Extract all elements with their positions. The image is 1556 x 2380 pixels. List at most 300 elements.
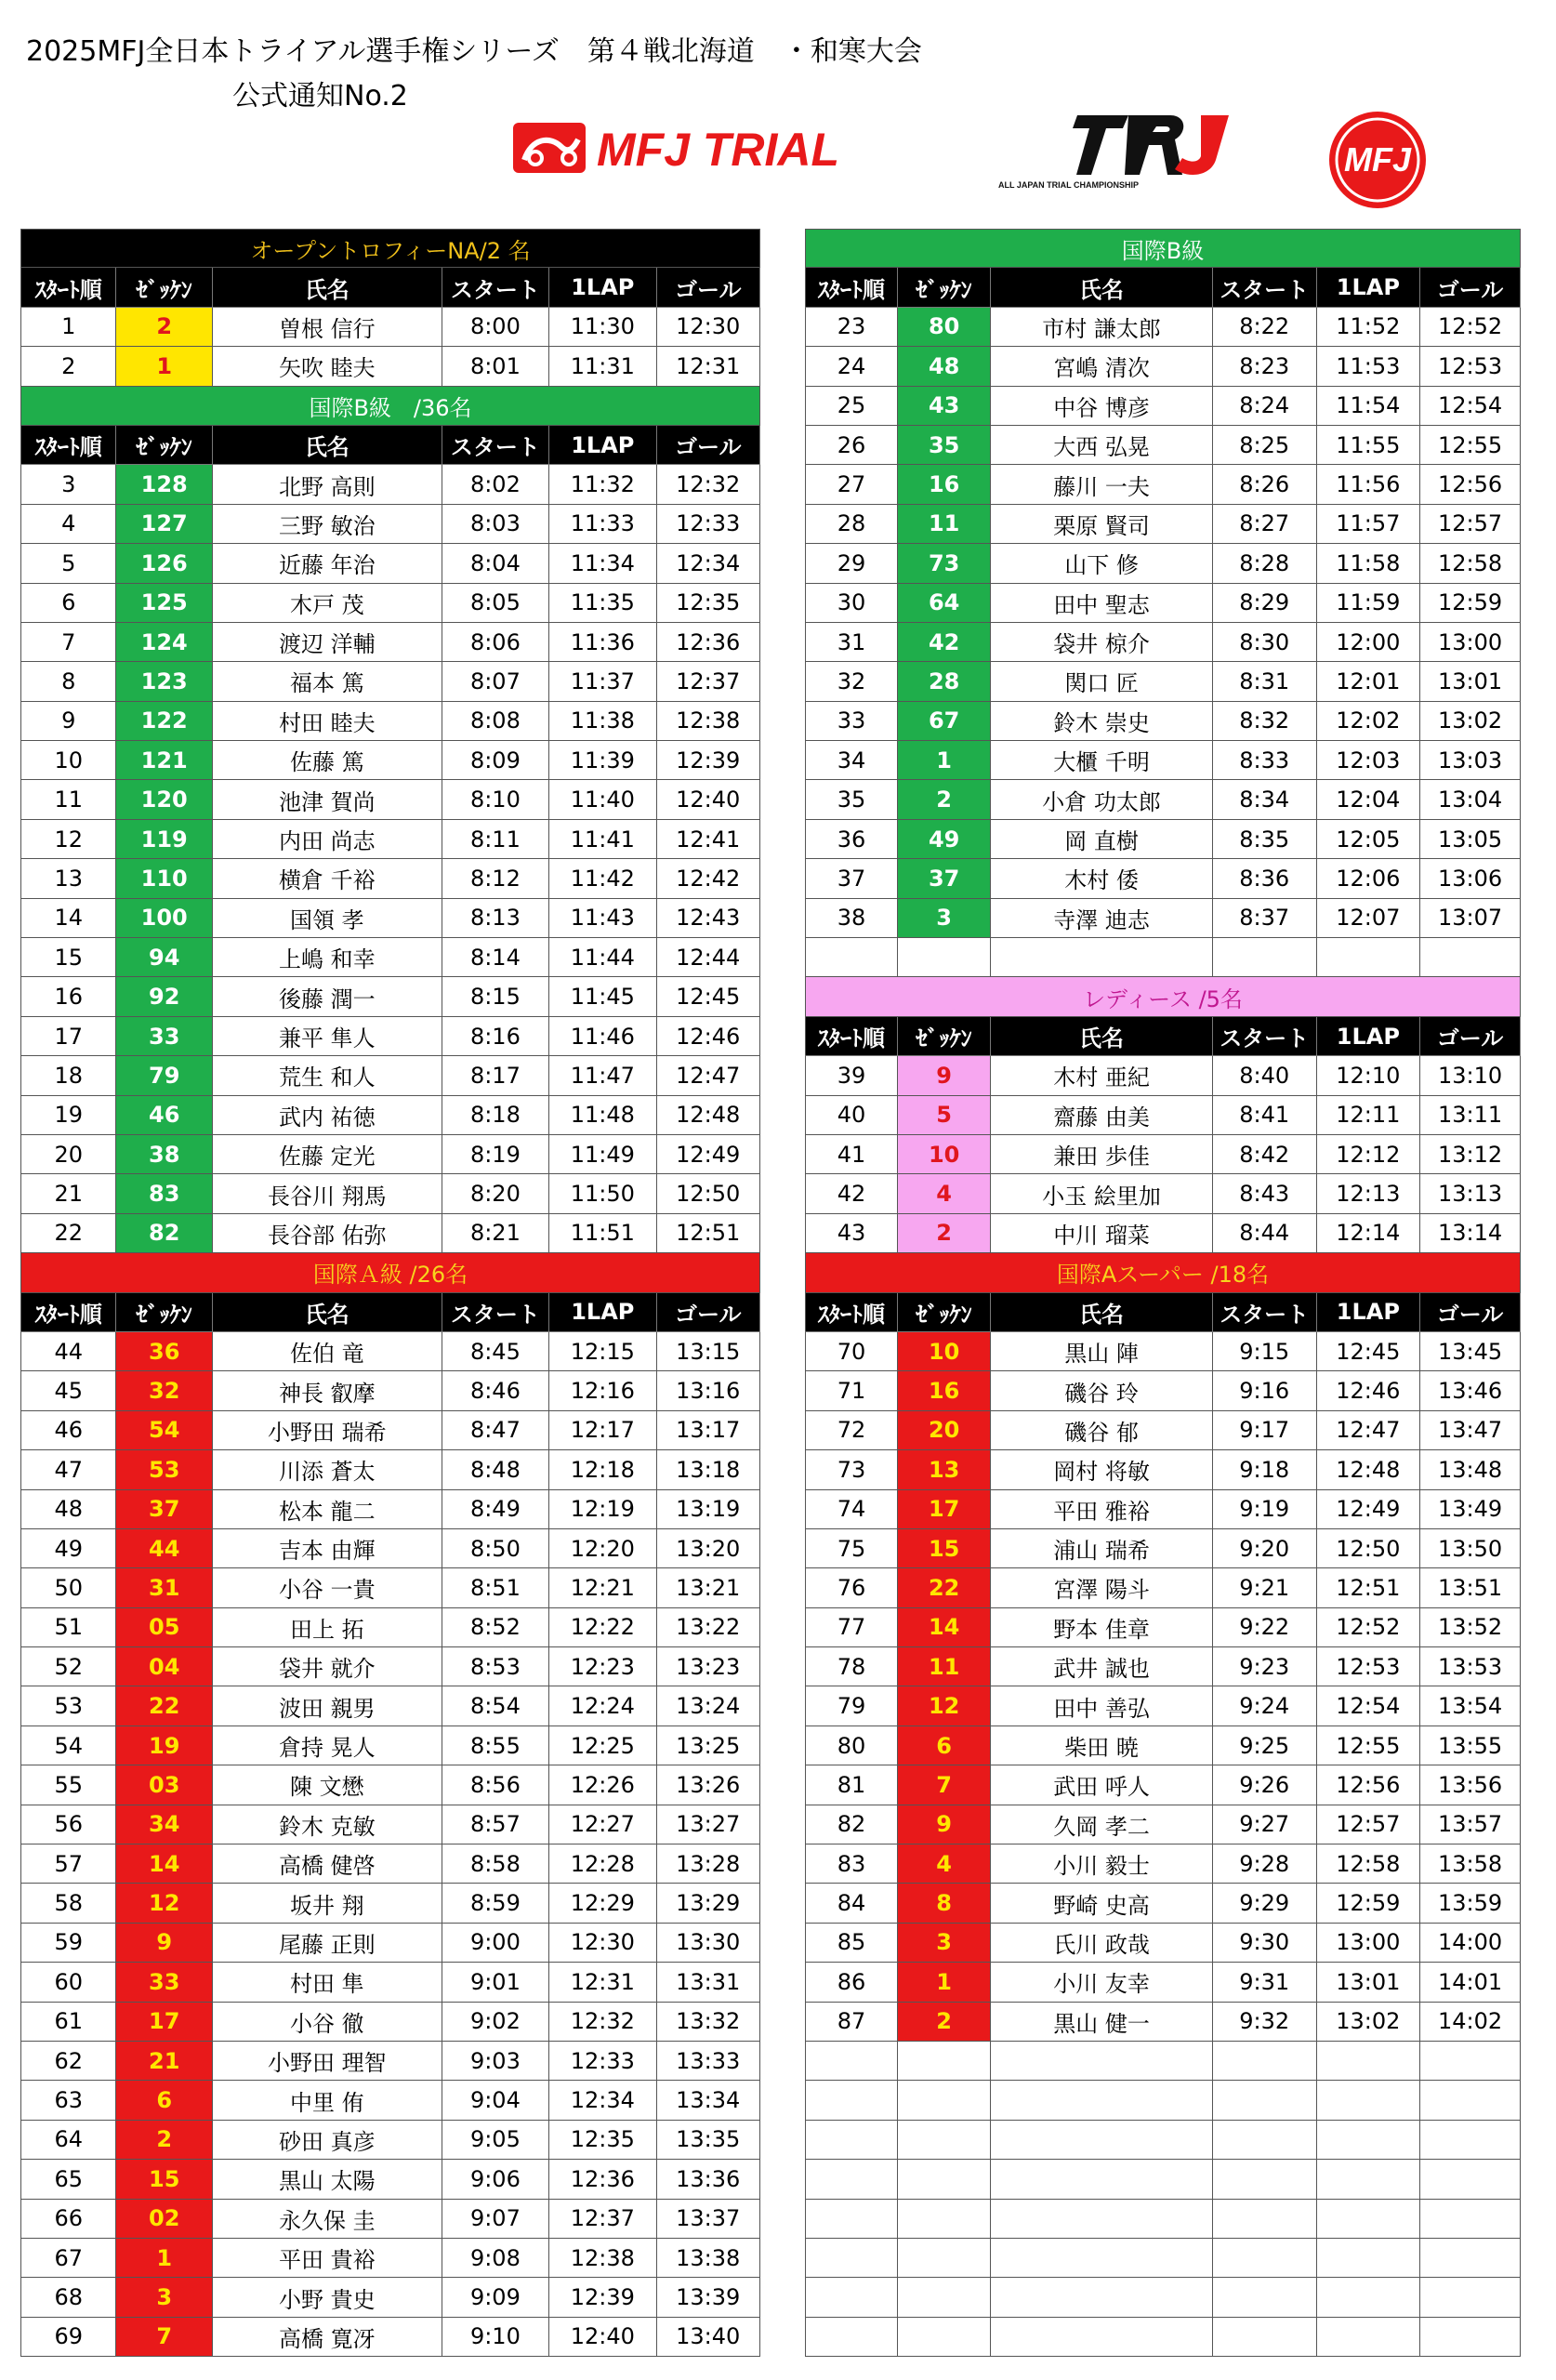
start-time: 8:44: [1213, 1214, 1317, 1253]
header-lap-time: 1LAP: [549, 1293, 656, 1332]
start-order: 5: [20, 544, 116, 583]
empty-row: [805, 2318, 1521, 2357]
rider-name: 高橋 健啓: [213, 1844, 442, 1884]
lap-time: 12:36: [549, 2160, 656, 2199]
header-goal-time: ゴール: [1420, 1017, 1521, 1056]
bib-number: 22: [898, 1568, 991, 1607]
start-time: 8:33: [1213, 741, 1317, 780]
lap-time: 12:01: [1317, 662, 1421, 701]
header-lap-time: 1LAP: [549, 268, 656, 307]
bib-number: 4: [898, 1844, 991, 1884]
goal-time: 12:48: [657, 1096, 760, 1135]
lap-time: 12:22: [549, 1608, 656, 1647]
start-order: 13: [20, 859, 116, 898]
bib-number: 43: [898, 387, 991, 426]
goal-time: 13:19: [657, 1490, 760, 1529]
start-time: 8:28: [1213, 544, 1317, 583]
table-row: [20, 2278, 760, 2317]
rider-name: 寺澤 迪志: [991, 899, 1213, 938]
lap-time: 12:15: [549, 1332, 656, 1371]
lap-time: 11:53: [1317, 347, 1421, 386]
bib-number: 80: [898, 308, 991, 347]
lap-time: 11:52: [1317, 308, 1421, 347]
lap-time: 11:47: [549, 1056, 656, 1095]
lap-time: 11:40: [549, 780, 656, 819]
start-order: 49: [20, 1529, 116, 1568]
table-row: [805, 1056, 1521, 1095]
goal-time: 13:15: [657, 1332, 760, 1371]
header-goal-time: ゴール: [1420, 268, 1521, 307]
goal-time: 13:37: [657, 2200, 760, 2239]
start-time: 8:50: [442, 1529, 549, 1568]
lap-time: 11:59: [1317, 584, 1421, 623]
rider-name: 池津 賀尚: [213, 780, 442, 819]
empty-cell: [805, 2239, 898, 2278]
start-time: 9:03: [442, 2042, 549, 2081]
table-header-row: [20, 268, 760, 307]
start-order: 78: [805, 1647, 898, 1686]
lap-time: 12:45: [1317, 1332, 1421, 1371]
goal-time: 13:48: [1420, 1450, 1521, 1489]
rider-name: 近藤 年治: [213, 544, 442, 583]
start-order: 67: [20, 2239, 116, 2278]
bib-number: 2: [898, 1214, 991, 1253]
header-rider-name: 氏名: [991, 1017, 1213, 1056]
bib-number: 3: [898, 1924, 991, 1963]
lap-time: 12:52: [1317, 1608, 1421, 1647]
lap-time: 12:23: [549, 1647, 656, 1686]
lap-time: 12:19: [549, 1490, 656, 1529]
start-order: 71: [805, 1371, 898, 1410]
empty-row: [805, 2042, 1521, 2081]
bib-number: 64: [898, 584, 991, 623]
goal-time: 12:30: [657, 308, 760, 347]
start-order: 8: [20, 662, 116, 701]
header-start-order: ｽﾀｰﾄ順: [805, 1293, 898, 1332]
goal-time: 13:00: [1420, 623, 1521, 662]
table-row: [20, 2121, 760, 2160]
rider-name: 上嶋 和幸: [213, 938, 442, 977]
header-rider-name: 氏名: [213, 1293, 442, 1332]
goal-time: 13:39: [657, 2278, 760, 2317]
table-row: [20, 2318, 760, 2357]
empty-cell: [1213, 2200, 1317, 2239]
header-start-order: ｽﾀｰﾄ順: [20, 268, 116, 307]
bib-number: 4: [898, 1174, 991, 1213]
table-row: [805, 1608, 1521, 1647]
table-row: [20, 1924, 760, 1963]
goal-time: 13:22: [657, 1608, 760, 1647]
rider-name: 中川 瑠菜: [991, 1214, 1213, 1253]
table-row: [805, 1332, 1521, 1371]
goal-time: 13:16: [657, 1371, 760, 1410]
start-order: 29: [805, 544, 898, 583]
empty-cell: [1317, 2081, 1421, 2120]
start-time: 9:19: [1213, 1490, 1317, 1529]
table-row: [20, 1963, 760, 2002]
start-time: 8:02: [442, 465, 549, 504]
header-lap-time: 1LAP: [1317, 1017, 1421, 1056]
table-row: [20, 1844, 760, 1884]
table-row: [20, 2160, 760, 2199]
start-order: 27: [805, 465, 898, 504]
lap-time: 11:58: [1317, 544, 1421, 583]
goal-time: 13:30: [657, 1924, 760, 1963]
empty-cell: [991, 2042, 1213, 2081]
header-bib-number: ｾﾞｯｹﾝ: [116, 426, 212, 465]
goal-time: 13:20: [657, 1529, 760, 1568]
lap-time: 12:27: [549, 1805, 656, 1844]
goal-time: 13:28: [657, 1844, 760, 1884]
start-time: 8:01: [442, 347, 549, 386]
start-time: 9:15: [1213, 1332, 1317, 1371]
goal-time: 13:12: [1420, 1135, 1521, 1174]
goal-time: 13:26: [657, 1765, 760, 1805]
goal-time: 12:45: [657, 977, 760, 1016]
rider-name: 木戸 茂: [213, 584, 442, 623]
table-row: [805, 899, 1521, 938]
start-time: 9:01: [442, 1963, 549, 2002]
goal-time: 13:58: [1420, 1844, 1521, 1884]
lap-time: 12:26: [549, 1765, 656, 1805]
rider-name: 山下 修: [991, 544, 1213, 583]
lap-time: 12:21: [549, 1568, 656, 1607]
rider-name: 市村 謙太郎: [991, 308, 1213, 347]
rider-name: 岡 直樹: [991, 820, 1213, 859]
start-order: 68: [20, 2278, 116, 2317]
start-order: 65: [20, 2160, 116, 2199]
start-time: 9:32: [1213, 2003, 1317, 2042]
lap-time: 12:53: [1317, 1647, 1421, 1686]
table-row: [805, 2003, 1521, 2042]
goal-time: 13:45: [1420, 1332, 1521, 1371]
rider-name: 平田 貴裕: [213, 2239, 442, 2278]
lap-time: 12:59: [1317, 1884, 1421, 1923]
rider-name: 長谷部 佑弥: [213, 1214, 442, 1253]
empty-cell: [1420, 2042, 1521, 2081]
bib-number: 16: [898, 465, 991, 504]
header-start-time: スタート: [442, 268, 549, 307]
bib-number: 48: [898, 347, 991, 386]
bib-number: 44: [116, 1529, 212, 1568]
bib-number: 54: [116, 1411, 212, 1450]
start-order: 69: [20, 2318, 116, 2357]
table-row: [20, 623, 760, 662]
table-header-row: [805, 268, 1521, 307]
bib-number: 19: [116, 1726, 212, 1765]
start-time: 8:51: [442, 1568, 549, 1607]
bib-number: 32: [116, 1371, 212, 1410]
table-row: [805, 1096, 1521, 1135]
rider-name: 曽根 信行: [213, 308, 442, 347]
start-time: 8:49: [442, 1490, 549, 1529]
rider-name: 後藤 潤一: [213, 977, 442, 1016]
rider-name: 野崎 史高: [991, 1884, 1213, 1923]
table-row: [20, 1490, 760, 1529]
start-time: 8:42: [1213, 1135, 1317, 1174]
start-order: 82: [805, 1805, 898, 1844]
header-start-time: スタート: [442, 1293, 549, 1332]
header-bib-number: ｾﾞｯｹﾝ: [116, 268, 212, 307]
start-time: 8:24: [1213, 387, 1317, 426]
empty-cell: [805, 2318, 898, 2357]
lap-time: 12:25: [549, 1726, 656, 1765]
empty-cell: [1213, 2121, 1317, 2160]
rider-name: 袋井 就介: [213, 1647, 442, 1686]
goal-time: 13:25: [657, 1726, 760, 1765]
table-header-row: [20, 426, 760, 465]
start-order: 63: [20, 2081, 116, 2120]
start-order: 72: [805, 1411, 898, 1450]
rider-name: 佐伯 竜: [213, 1332, 442, 1371]
bib-number: 35: [898, 426, 991, 465]
goal-time: 13:17: [657, 1411, 760, 1450]
start-time: 8:59: [442, 1884, 549, 1923]
bib-number: 9: [116, 1924, 212, 1963]
rider-name: 長谷川 翔馬: [213, 1174, 442, 1213]
table-row: [20, 1608, 760, 1647]
rider-name: 藤川 一夫: [991, 465, 1213, 504]
goal-time: 13:31: [657, 1963, 760, 2002]
lap-time: 12:40: [549, 2318, 656, 2357]
start-time: 8:22: [1213, 308, 1317, 347]
start-time: 9:21: [1213, 1568, 1317, 1607]
start-order: 58: [20, 1884, 116, 1923]
section-title: 国際B級: [805, 229, 1521, 268]
rider-name: 神長 叡摩: [213, 1371, 442, 1410]
start-time: 8:25: [1213, 426, 1317, 465]
table-row: [805, 741, 1521, 780]
goal-time: 13:47: [1420, 1411, 1521, 1450]
empty-cell: [991, 2278, 1213, 2317]
start-time: 8:18: [442, 1096, 549, 1135]
bib-number: 17: [116, 2003, 212, 2042]
empty-row: [805, 2121, 1521, 2160]
bib-number: 7: [116, 2318, 212, 2357]
goal-time: 13:51: [1420, 1568, 1521, 1607]
bib-number: 34: [116, 1805, 212, 1844]
empty-cell: [805, 2042, 898, 2081]
rider-name: 久岡 孝二: [991, 1805, 1213, 1844]
empty-cell: [1420, 2239, 1521, 2278]
lap-time: 11:41: [549, 820, 656, 859]
table-row: [805, 780, 1521, 819]
start-order: 6: [20, 584, 116, 623]
goal-time: 13:36: [657, 2160, 760, 2199]
header-rider-name: 氏名: [991, 1293, 1213, 1332]
goal-time: 12:50: [657, 1174, 760, 1213]
bib-number: 94: [116, 938, 212, 977]
table-row: [20, 2200, 760, 2239]
bib-number: 10: [898, 1332, 991, 1371]
table-row: [805, 1726, 1521, 1765]
lap-time: 12:00: [1317, 623, 1421, 662]
goal-time: 12:51: [657, 1214, 760, 1253]
bib-number: 125: [116, 584, 212, 623]
goal-time: 12:40: [657, 780, 760, 819]
lap-time: 11:31: [549, 347, 656, 386]
table-row: [805, 662, 1521, 701]
goal-time: 12:38: [657, 702, 760, 741]
lap-time: 11:39: [549, 741, 656, 780]
empty-cell: [1420, 2081, 1521, 2120]
table-row: [805, 387, 1521, 426]
start-order: 48: [20, 1490, 116, 1529]
lap-time: 12:16: [549, 1371, 656, 1410]
start-order: 38: [805, 899, 898, 938]
empty-cell: [1420, 2200, 1521, 2239]
empty-cell: [805, 2160, 898, 2199]
table-row: [805, 1647, 1521, 1686]
start-order: 24: [805, 347, 898, 386]
empty-cell: [1317, 2318, 1421, 2357]
bib-number: 128: [116, 465, 212, 504]
start-time: 8:09: [442, 741, 549, 780]
table-row: [20, 1450, 760, 1489]
start-time: 9:17: [1213, 1411, 1317, 1450]
empty-cell: [1420, 2121, 1521, 2160]
table-row: [20, 1884, 760, 1923]
rider-name: 小野 貴史: [213, 2278, 442, 2317]
goal-time: 13:18: [657, 1450, 760, 1489]
empty-cell: [1420, 938, 1521, 977]
rider-name: 村田 睦夫: [213, 702, 442, 741]
goal-time: 12:35: [657, 584, 760, 623]
start-order: 59: [20, 1924, 116, 1963]
empty-cell: [1420, 2278, 1521, 2317]
bib-number: 46: [116, 1096, 212, 1135]
header-rider-name: 氏名: [213, 268, 442, 307]
rider-name: 荒生 和人: [213, 1056, 442, 1095]
bib-number: 12: [116, 1884, 212, 1923]
start-order: 50: [20, 1568, 116, 1607]
bib-number: 21: [116, 2042, 212, 2081]
goal-time: 13:33: [657, 2042, 760, 2081]
bib-number: 82: [116, 1214, 212, 1253]
rider-name: 岡村 将敏: [991, 1450, 1213, 1489]
start-order: 40: [805, 1096, 898, 1135]
start-order: 46: [20, 1411, 116, 1450]
goal-time: 12:58: [1420, 544, 1521, 583]
start-time: 8:46: [442, 1371, 549, 1410]
goal-time: 13:57: [1420, 1805, 1521, 1844]
bib-number: 33: [116, 1963, 212, 2002]
section-title: 国際Aスーパー /18名: [805, 1253, 1521, 1292]
bib-number: 13: [898, 1450, 991, 1489]
table-row: [20, 1017, 760, 1056]
start-order: 15: [20, 938, 116, 977]
table-row: [20, 465, 760, 504]
goal-time: 12:49: [657, 1135, 760, 1174]
start-time: 9:26: [1213, 1765, 1317, 1805]
start-order: 10: [20, 741, 116, 780]
start-time: 9:24: [1213, 1686, 1317, 1726]
bib-number: 2: [116, 2121, 212, 2160]
bib-number: 67: [898, 702, 991, 741]
lap-time: 12:47: [1317, 1411, 1421, 1450]
header-start-order: ｽﾀｰﾄ順: [805, 268, 898, 307]
header-goal-time: ゴール: [657, 1293, 760, 1332]
start-order: 52: [20, 1647, 116, 1686]
start-time: 8:21: [442, 1214, 549, 1253]
rider-name: 小玉 絵里加: [991, 1174, 1213, 1213]
start-time: 8:47: [442, 1411, 549, 1450]
rider-name: 浦山 瑞希: [991, 1529, 1213, 1568]
start-time: 9:18: [1213, 1450, 1317, 1489]
start-time: 8:05: [442, 584, 549, 623]
goal-time: 12:31: [657, 347, 760, 386]
lap-time: 13:00: [1317, 1924, 1421, 1963]
bib-number: 15: [116, 2160, 212, 2199]
mfj-trial-logo-text: MFJ TRIAL: [597, 124, 840, 176]
table-row: [805, 347, 1521, 386]
table-row: [805, 1174, 1521, 1213]
start-time: 8:26: [1213, 465, 1317, 504]
start-time: 9:02: [442, 2003, 549, 2042]
goal-time: 13:59: [1420, 1884, 1521, 1923]
rider-name: 宮澤 陽斗: [991, 1568, 1213, 1607]
table-row: [805, 505, 1521, 544]
start-time: 9:27: [1213, 1805, 1317, 1844]
empty-cell: [1317, 938, 1421, 977]
start-order: 32: [805, 662, 898, 701]
goal-time: 13:38: [657, 2239, 760, 2278]
table-row: [805, 584, 1521, 623]
start-time: 8:00: [442, 308, 549, 347]
rider-name: 小野田 理智: [213, 2042, 442, 2081]
goal-time: 13:46: [1420, 1371, 1521, 1410]
table-row: [20, 1214, 760, 1253]
rider-name: 野本 佳章: [991, 1608, 1213, 1647]
header-start-time: スタート: [1213, 1293, 1317, 1332]
empty-row: [805, 2081, 1521, 2120]
start-order: 76: [805, 1568, 898, 1607]
bib-number: 122: [116, 702, 212, 741]
start-order: 85: [805, 1924, 898, 1963]
header-bib-number: ｾﾞｯｹﾝ: [898, 268, 991, 307]
lap-time: 12:32: [549, 2003, 656, 2042]
table-row: [20, 1332, 760, 1371]
mfj-logo: [1327, 110, 1428, 210]
section-title: 国際Ａ級 /26名: [20, 1253, 760, 1292]
start-order: 53: [20, 1686, 116, 1726]
rider-name: 砂田 真彦: [213, 2121, 442, 2160]
goal-time: 13:50: [1420, 1529, 1521, 1568]
empty-cell: [898, 2239, 991, 2278]
bib-number: 1: [898, 1963, 991, 2002]
empty-row: [805, 2278, 1521, 2317]
table-row: [20, 741, 760, 780]
lap-time: 12:54: [1317, 1686, 1421, 1726]
lap-time: 12:20: [549, 1529, 656, 1568]
empty-cell: [991, 2160, 1213, 2199]
lap-time: 12:13: [1317, 1174, 1421, 1213]
start-order: 55: [20, 1765, 116, 1805]
trj-logo-caption: ALL JAPAN TRIAL CHAMPIONSHIP: [998, 180, 1140, 190]
lap-time: 12:11: [1317, 1096, 1421, 1135]
goal-time: 13:40: [657, 2318, 760, 2357]
goal-time: 13:29: [657, 1884, 760, 1923]
table-row: [805, 1884, 1521, 1923]
empty-cell: [1317, 2239, 1421, 2278]
start-order: 34: [805, 741, 898, 780]
table-row: [805, 820, 1521, 859]
goal-time: 13:56: [1420, 1765, 1521, 1805]
lap-time: 12:33: [549, 2042, 656, 2081]
goal-time: 13:24: [657, 1686, 760, 1726]
start-order: 9: [20, 702, 116, 741]
empty-cell: [805, 2081, 898, 2120]
